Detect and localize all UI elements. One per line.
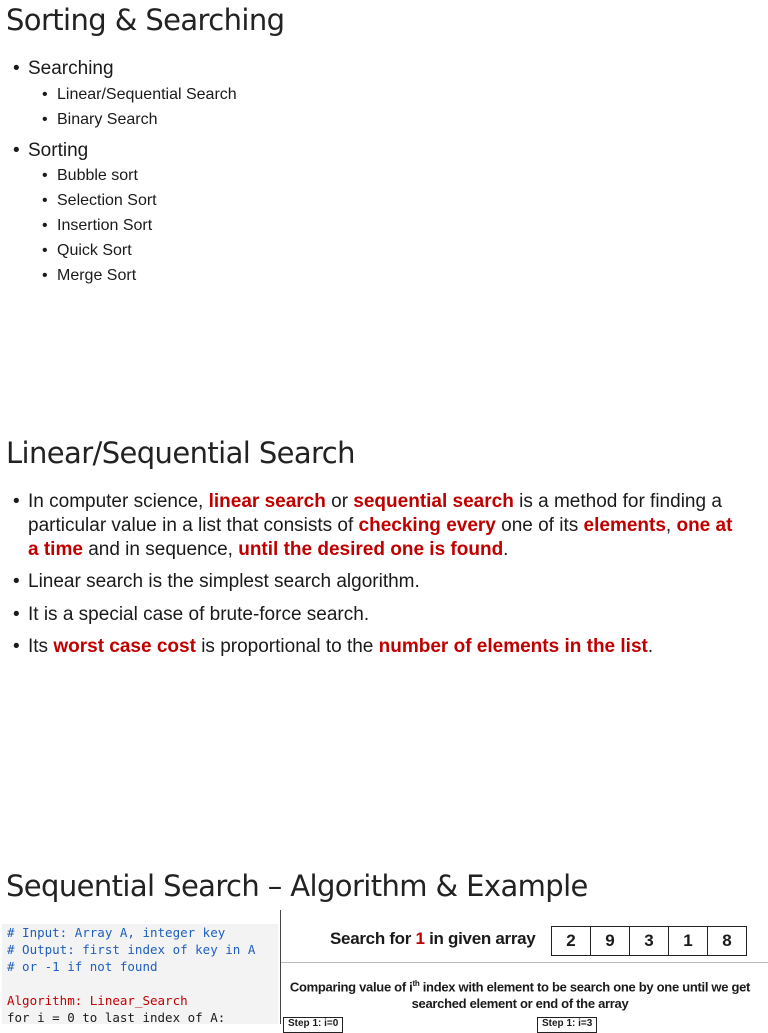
divider-horizontal [281, 962, 768, 963]
bullet-merge-sort: • Merge Sort [42, 267, 137, 284]
step-box-1: Step 1: i=0 [283, 1017, 343, 1033]
bullet-insertion-sort: • Insertion Sort [42, 217, 153, 234]
search-instruction: Search for 1 in given array [330, 929, 536, 948]
step-box-2: Step 1: i=3 [537, 1017, 597, 1033]
slide3-title: Sequential Search – Algorithm & Example [6, 869, 588, 903]
algorithm-code-block [2, 924, 278, 1024]
code-comment-output: # Output: first index of key in A [7, 942, 256, 957]
bullet-sorting: • Sorting [13, 140, 89, 161]
example-array [552, 926, 747, 956]
slide1-title: Sorting & Searching [6, 3, 285, 37]
array-cell: 8 [707, 926, 747, 956]
slide2-title: Linear/Sequential Search [6, 436, 355, 470]
bullet-binary-search: • Binary Search [42, 111, 158, 128]
bullet-linear-search: • Linear/Sequential Search [42, 86, 237, 103]
paragraph-brute-force: • It is a special case of brute-force search. [13, 604, 370, 625]
array-cell: 2 [551, 926, 591, 956]
code-algorithm-name: Algorithm: Linear_Search [7, 993, 188, 1008]
comparison-description: Comparing value of $i^{th}$ index with element to be search one by one until we get searched element or end of the array [289, 979, 751, 1012]
array-cell: 9 [590, 926, 630, 956]
paragraph-worst-case: • Its worst case cost is proportional to the number of elements in the list. [13, 636, 654, 657]
bullet-selection-sort: • Selection Sort [42, 192, 157, 209]
code-comment-input: # Input: Array A, integer key [7, 925, 226, 940]
code-for-loop: for i = 0 to last index of A: [7, 1010, 226, 1024]
bullet-quick-sort: • Quick Sort [42, 242, 132, 259]
bullet-searching: • Searching [13, 58, 114, 79]
paragraph-definition: • In computer science, linear search or sequential search is a method for finding a particular value in a list that consists of checking every one of its elements, one at a time and in sequence, until the desired one is found. [13, 491, 733, 560]
array-cell: 1 [668, 926, 708, 956]
bullet-bubble-sort: • Bubble sort [42, 167, 138, 184]
array-cell: 3 [629, 926, 669, 956]
paragraph-simplest: • Linear search is the simplest search algorithm. [13, 571, 420, 592]
divider-vertical [280, 910, 281, 1024]
code-comment-notfound: # or -1 if not found [7, 959, 158, 974]
